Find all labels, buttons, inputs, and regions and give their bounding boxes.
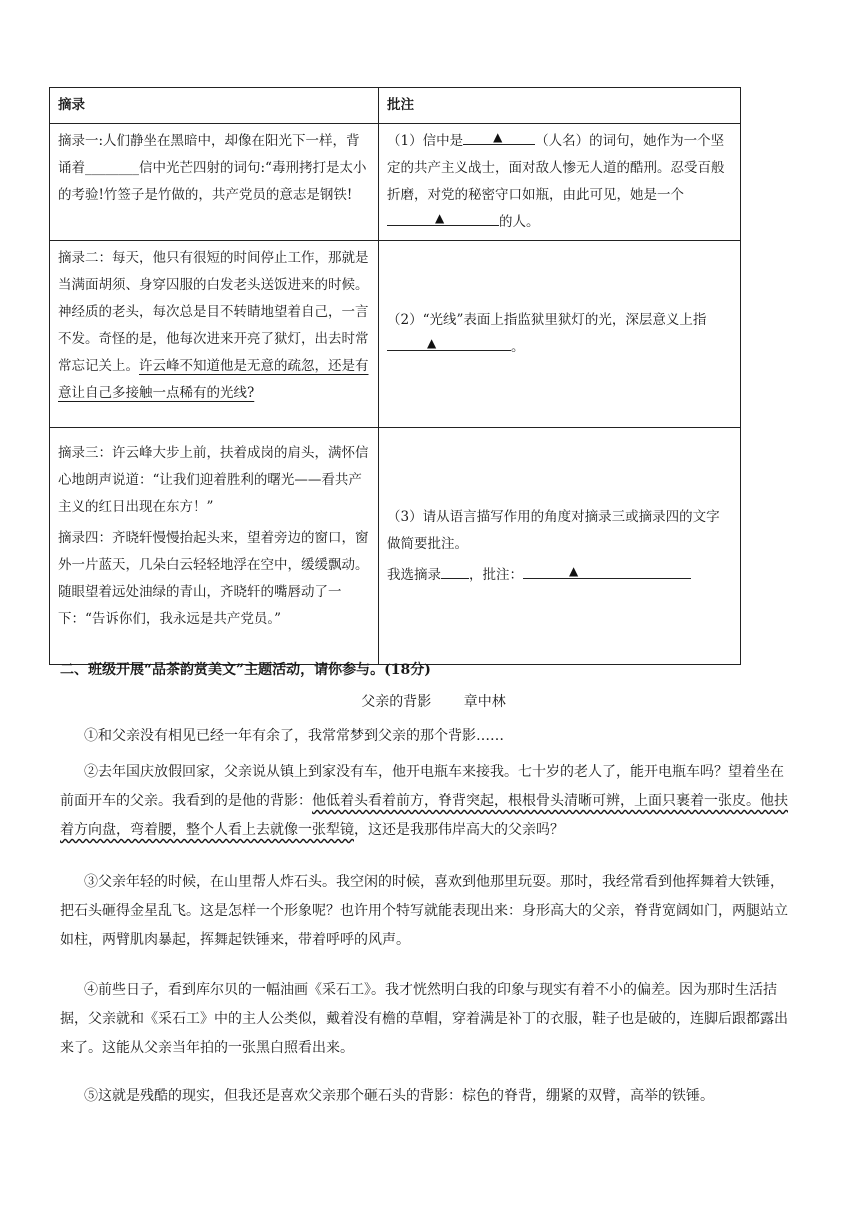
answer-blank-choice[interactable] <box>441 564 469 579</box>
table-row <box>50 241 741 428</box>
paragraph-4: ④前些日子，看到库尔贝的一幅油画《采石工》。我才恍然明白我的印象与现实有着不小的偏差。因为那时生活拮据，父亲就和《采石工》中的主人公类似，戴着没有檐的草帽，穿着满是补丁的衣服，鞋子也是破的，连脚后跟都露出来了。这能从父亲当年拍的一张黑白照看出来。 <box>60 982 788 1056</box>
paragraph-2 <box>60 758 790 845</box>
answer-blank-trait[interactable] <box>387 211 499 226</box>
article-header <box>0 692 867 712</box>
annotation-one-text-c: 的人。 <box>499 214 540 230</box>
table-row <box>50 124 741 241</box>
annotation-three <box>379 428 741 665</box>
paragraph-3: ③父亲年轻的时候，在山里帮人炸石头。我空闲的时候，喜欢到他那里玩耍。那时，我经常看到他挥舞着大铁锤，把石头砸得金星乱飞。这是怎样一个形象呢？也许用个特写就能表现出来：身形高大的父亲，脊背宽阔如门，两腿站立如柱，两臂肌肉暴起，挥舞起铁锤来，带着呼呼的风声。 <box>60 874 788 948</box>
paragraph-5: ⑤这就是残酷的现实，但我还是喜欢父亲那个砸石头的背影：棕色的脊背，绷紧的双臂，高举的铁锤。 <box>84 1088 714 1104</box>
annotation-label: ，批注： <box>469 566 523 583</box>
table-header-row <box>50 88 741 124</box>
annotation-one-text-a: （1）信中是 <box>387 133 464 149</box>
excerpt-two <box>50 241 379 428</box>
excerpt-three-four <box>50 428 379 665</box>
answer-blank-name[interactable] <box>463 130 535 145</box>
header-excerpt: 摘录 <box>50 88 379 124</box>
triangle-icon: ▲ <box>427 336 437 350</box>
header-annotation: 批注 <box>379 88 741 124</box>
annotation-two <box>379 241 741 428</box>
excerpt-two-text: 摘录二：每天，他只有很短的时间停止工作，那就是当满面胡须、身穿囚服的白发老头送饭进来的时候。神经质的老头，每次总是目不转睛地望着自己，一言不发。奇怪的是，他每次进来开亮了狱灯，出去时常常忘记关上。 <box>58 250 369 374</box>
triangle-icon: ▲ <box>493 130 503 144</box>
paragraph-2-text-c: ，这还是我那伟岸高大的父亲吗？ <box>354 822 564 838</box>
answer-blank-meaning[interactable] <box>387 336 511 351</box>
triangle-icon: ▲ <box>569 563 579 578</box>
annotation-three-answer <box>387 562 732 589</box>
excerpt-one: 摘录一:人们静坐在黑暗中，却像在阳光下一样，背诵着________信中光芒四射的词句:“毒刑拷打是太小的考验!竹签子是竹做的，共产党员的意志是钢铁! <box>50 124 379 241</box>
table-row <box>50 428 741 665</box>
excerpt-four: 摘录四：齐晓轩慢慢抬起头来，望着旁边的窗口，窗外一片蓝天，几朵白云轻轻地浮在空中，缓缓飘动。随眼望着远处油绿的青山，齐晓轩的嘴唇动了一下：“告诉你们，我永远是共产党员。” <box>58 530 369 627</box>
excerpt-two-underlined: 许云峰不知道他是无意的疏忽，还是有意让自己多接触一点稀有的光线? <box>58 358 369 401</box>
paragraph-2-text-a: ②去年国庆放假回家，父亲说从镇上到家没有车，他开电瓶车来接我。七十岁的老人了，能开电瓶车吗？望着坐在前面开车的父亲。我看到的是他的背影： <box>60 764 784 809</box>
annotation-two-text: （2）“光线”表面上指监狱里狱灯的光，深层意义上指 <box>387 312 707 328</box>
excerpt-three: 摘录三：许云峰大步上前，扶着成岗的肩头，满怀信心地朗声说道：“让我们迎着胜利的曙光——看共产主义的红日出现在东方！” <box>58 445 369 515</box>
choose-excerpt-label: 我选摘录 <box>387 566 441 583</box>
answer-blank-annotation[interactable] <box>523 564 691 579</box>
section-heading: 二、班级开展“品茶韵赏美文”主题活动，请你参与。(18分) <box>60 662 431 678</box>
triangle-icon: ▲ <box>435 211 445 225</box>
article-title: 父亲的背影 <box>361 694 432 710</box>
annotation-two-end: 。 <box>511 339 525 355</box>
annotation-one <box>379 124 741 241</box>
article-author: 章中林 <box>463 694 506 710</box>
annotation-one-text-b: （人名）的词句，她作为一个坚定的共产主义战士，面对敌人惨无人道的酷刑。忍受百般折磨，对党的秘密守口如瓶，由此可见，她是一个 <box>387 133 725 203</box>
paragraph-2-underlined: 他低着头看着前方，脊背突起，根根骨头清晰可辨，上面只裹着一张皮。他扶着方向盘，弯着腰，整个人看上去就像一张犁镜 <box>60 793 788 838</box>
excerpt-annotation-table <box>49 87 741 665</box>
paragraph-1: ①和父亲没有相见已经一年有余了，我常常梦到父亲的那个背影…… <box>84 728 504 744</box>
annotation-three-question: （3）请从语言描写作用的角度对摘录三或摘录四的文字做简要批注。 <box>387 508 720 552</box>
